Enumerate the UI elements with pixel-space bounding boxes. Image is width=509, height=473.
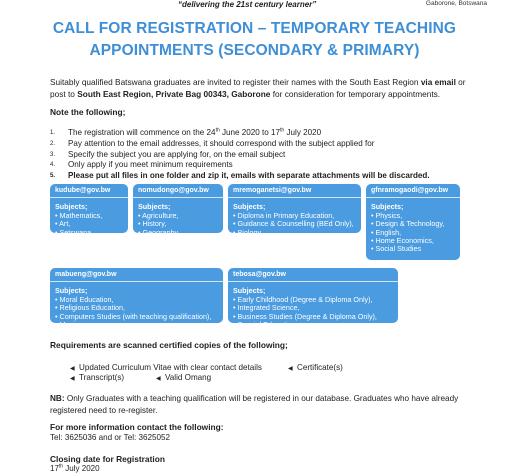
- subjects-label: Subjects;: [55, 286, 88, 296]
- step-item: [50, 128, 490, 139]
- contact-email[interactable]: tebosa@gov.bw: [228, 268, 398, 282]
- step-item: [50, 150, 490, 161]
- step-number: 1.: [50, 130, 56, 136]
- intro-text-1: Suitably qualified Batswana graduates are invited to register their names with the South East Region: [50, 77, 421, 87]
- requirement-text: Updated Curriculum Vitae with clear contact details: [79, 363, 262, 372]
- subject-item: • Mathematics,: [55, 212, 123, 220]
- contact-email[interactable]: mremoganetsi@gov.bw: [228, 184, 361, 198]
- subject-item: • Physical Education: [233, 237, 356, 245]
- step-text: Specify the subject you are applying for, on the email subject: [68, 149, 286, 159]
- slogan: “delivering the 21st century learner”: [178, 0, 317, 9]
- subjects-label: Subjects;: [55, 202, 88, 212]
- subject-item: • Biology,: [233, 229, 356, 237]
- arrow-left-icon: ◀: [156, 376, 161, 382]
- contact-box-nomudongo: [133, 184, 223, 237]
- step-text: [68, 128, 321, 139]
- subject-item: • Home Economics,: [371, 237, 455, 245]
- requirement-text: Certificate(s): [297, 363, 343, 372]
- contact-box-mremoganetsi: [228, 184, 361, 246]
- subject-item: • Moral Education,: [55, 296, 218, 304]
- subject-item: • Religious Education,: [55, 304, 218, 312]
- subjects-label: Subjects;: [138, 202, 171, 212]
- step-number: 2.: [50, 140, 56, 147]
- subjects-list: [228, 212, 361, 246]
- subject-item: • History,: [138, 220, 218, 228]
- superscript: th: [280, 127, 285, 134]
- subject-item: • Art,: [55, 220, 123, 228]
- subjects-list: [50, 296, 223, 330]
- step-number: 3.: [50, 151, 56, 158]
- subjects-label: Subjects;: [371, 202, 404, 212]
- step-text: Only apply if you meet minimum requirements: [68, 160, 233, 170]
- step-item: [50, 171, 490, 182]
- subject-item: • Computers Studies (with teaching qualification),: [55, 313, 218, 321]
- nb-text: Only Graduates with a teaching qualification will be registered in our database. Graduates who have already registered need to re-register.: [50, 394, 459, 415]
- subject-item: • Diploma in Primary Education,: [233, 212, 356, 220]
- step-text-part: June 2020 to 17: [219, 128, 281, 137]
- contact-box-tebosa: [228, 268, 398, 330]
- contact-heading: For more information contact the following:: [50, 422, 224, 432]
- subject-item: • Guidance & Counselling (BEd Only),: [233, 220, 356, 228]
- contact-box-kudube: [50, 184, 128, 246]
- subjects-label: Subjects;: [233, 286, 266, 296]
- steps-list: [50, 128, 490, 182]
- contact-phones: Tel: 3625036 and or Tel: 3625052: [50, 433, 171, 442]
- subjects-list: [50, 212, 128, 246]
- step-item: [50, 160, 490, 171]
- contact-email[interactable]: nomudongo@gov.bw: [133, 184, 223, 198]
- postal-address: South East Region, Private Bag 00343, Gaborone: [77, 89, 271, 99]
- page-title: [10, 18, 499, 62]
- superscript: th: [58, 463, 64, 470]
- subjects-list: [366, 212, 460, 254]
- contact-email[interactable]: gfnramogaodi@gov.bw: [366, 184, 460, 198]
- nb-note: [50, 393, 470, 417]
- subject-item: • Physics,: [371, 212, 455, 220]
- closing-day: 17: [50, 464, 59, 473]
- subject-item: • Music: [55, 321, 218, 329]
- requirement-item: [70, 373, 124, 384]
- intro-bold-1: via email: [420, 77, 456, 87]
- subjects-list: [228, 296, 398, 330]
- step-text-part: July 2020: [284, 128, 322, 137]
- step-text: Please put all files in one folder and zip it, emails with separate attachments will be discarded.: [68, 171, 430, 181]
- subject-item: • Geography: [138, 229, 218, 237]
- requirement-item: [156, 373, 211, 384]
- contact-email[interactable]: mabueng@gov.bw: [50, 268, 223, 282]
- closing-heading: Closing date for Registration: [50, 454, 165, 464]
- subject-item: • Integrated Science,: [233, 304, 393, 312]
- closing-date: [50, 464, 100, 473]
- title-line-2: APPOINTMENTS (SECONDARY & PRIMARY): [89, 42, 420, 59]
- subject-item: • Social Studies: [371, 245, 455, 253]
- step-text-part: The registration will commence on the 24: [68, 128, 216, 137]
- subject-item: • English,: [371, 229, 455, 237]
- step-item: [50, 139, 490, 150]
- requirement-item: [288, 363, 343, 374]
- arrow-left-icon: ◀: [70, 376, 75, 382]
- subject-item: • Agriculture,: [138, 212, 218, 220]
- subject-item: • Business Studies (Degree & Diploma Only),: [233, 313, 393, 321]
- intro-paragraph: [50, 76, 470, 100]
- subject-item: • Design & Technology,: [371, 220, 455, 228]
- intro-text-2: or post to: [50, 77, 466, 99]
- note-heading: Note the following;: [50, 107, 126, 117]
- location: Gaborone, Botswana: [425, 0, 487, 7]
- requirements-heading: Requirements are scanned certified copies of the following;: [50, 340, 288, 350]
- step-number: 5.: [50, 173, 56, 180]
- subjects-list: [133, 212, 223, 237]
- requirement-text: Transcript(s): [79, 373, 125, 382]
- arrow-left-icon: ◀: [70, 366, 75, 372]
- superscript: th: [215, 127, 220, 134]
- step-number: 4.: [50, 162, 56, 169]
- requirement-text: Valid Omang: [165, 373, 212, 382]
- contact-box-mabueng: [50, 268, 223, 330]
- nb-label: NB:: [50, 394, 65, 403]
- closing-month-year: July 2020: [63, 464, 100, 473]
- subject-item: • Early Childhood (Degree & Diploma Only),: [233, 296, 393, 304]
- contact-box-gfnramogaodi: [366, 184, 460, 260]
- contact-email[interactable]: kudube@gov.bw: [50, 184, 128, 198]
- title-line-1: CALL FOR REGISTRATION – TEMPORARY TEACHING: [52, 20, 457, 37]
- subject-item: • Chemistry: [55, 237, 123, 245]
- step-text: Pay attention to the email addresses, it should correspond with the subject applied for: [68, 138, 375, 148]
- subjects-label: Subjects;: [233, 202, 266, 212]
- intro-text-3: for consideration for temporary appointments.: [270, 89, 441, 99]
- subject-item: • Special Education: [233, 321, 393, 329]
- subject-item: • Setswana,: [55, 229, 123, 237]
- arrow-left-icon: ◀: [288, 366, 293, 372]
- header-bar: [0, 0, 509, 10]
